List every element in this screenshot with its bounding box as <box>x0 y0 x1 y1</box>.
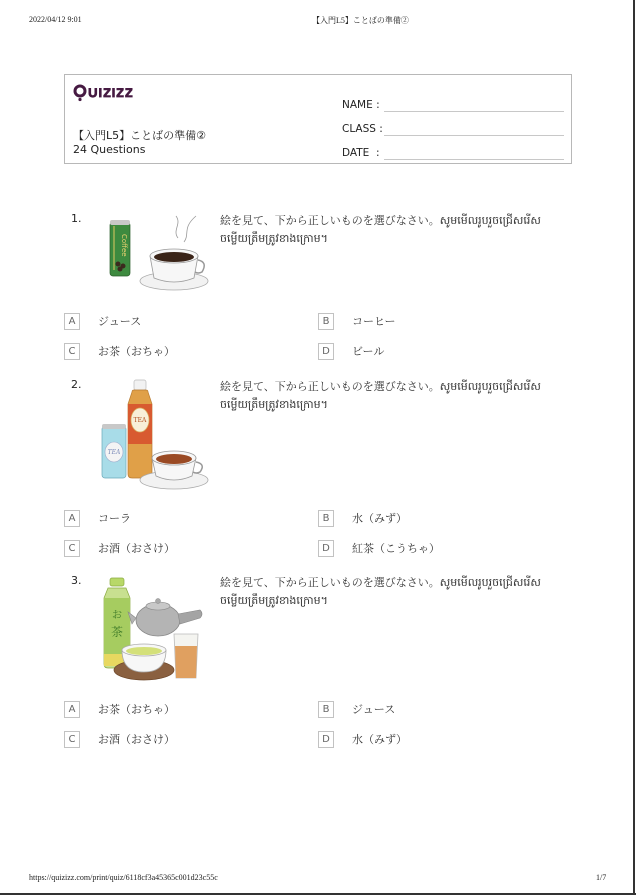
question-image <box>98 574 210 688</box>
date-blank-line[interactable] <box>384 146 564 160</box>
option-text: ビール <box>352 345 385 358</box>
question-prompt: 絵を見て、下から正しいものを選びなさい。សូមមើលរូបរួចជ្រើសរើសចម្លើយត្រឹមត្រូវខាងក្រោម។ <box>220 214 541 245</box>
option-c[interactable] <box>64 730 175 748</box>
option-letter: D <box>318 343 334 360</box>
option-letter: B <box>318 313 334 330</box>
quizizz-logo-icon <box>73 82 139 102</box>
option-letter: C <box>64 540 80 557</box>
coffee-can-and-cup-icon <box>98 212 210 294</box>
option-b[interactable] <box>318 700 395 718</box>
option-a[interactable] <box>64 700 175 718</box>
question-number: 3. <box>71 574 82 587</box>
name-field <box>342 88 564 112</box>
date-label: DATE : <box>342 147 380 159</box>
option-letter: D <box>318 540 334 557</box>
print-datetime: 2022/04/12 9:01 <box>29 15 82 24</box>
question-image <box>98 378 210 498</box>
option-letter: C <box>64 343 80 360</box>
print-url: https://quizizz.com/print/quiz/6118cf3a45365c001d23c55c <box>29 873 218 882</box>
name-blank-line[interactable] <box>384 98 564 112</box>
option-d[interactable] <box>318 730 407 748</box>
class-blank-line[interactable] <box>384 122 564 136</box>
option-text: お茶（おちゃ） <box>98 703 175 716</box>
quiz-title: 【入門L5】ことばの準備② <box>73 129 206 142</box>
svg-text:TEA: TEA <box>133 417 147 424</box>
option-letter: D <box>318 731 334 748</box>
option-text: 水（みず） <box>352 733 407 746</box>
option-letter: A <box>64 510 80 527</box>
option-d[interactable] <box>318 342 384 360</box>
question-prompt: 絵を見て、下から正しいものを選びなさい。សូមមើលរូបរួចជ្រើសរើសចម្លើយត្រឹមត្រូវខាងក្រោម។ <box>220 576 541 607</box>
option-letter: B <box>318 510 334 527</box>
green-tea-set-icon <box>98 574 210 684</box>
option-b[interactable] <box>318 312 396 330</box>
option-a[interactable] <box>64 312 141 330</box>
name-label: NAME : <box>342 99 380 111</box>
svg-text:TEA: TEA <box>107 449 121 456</box>
question-prompt: 絵を見て、下から正しいものを選びなさい。សូមមើលរូបរួចជ្រើសរើសចម្លើយត្រឹមត្រូវខាងក្រោម។ <box>220 380 541 411</box>
option-text: 紅茶（こうちゃ） <box>352 542 440 555</box>
option-c[interactable] <box>64 539 175 557</box>
option-letter: A <box>64 701 80 718</box>
black-tea-bottle-can-cup-icon <box>98 378 210 494</box>
option-text: コーラ <box>98 512 131 525</box>
option-b[interactable] <box>318 509 407 527</box>
question-number: 2. <box>71 378 82 391</box>
question-1 <box>64 212 574 302</box>
option-text: お酒（おさけ） <box>98 733 175 746</box>
quizizz-logo <box>73 82 139 107</box>
option-letter: C <box>64 731 80 748</box>
question-2 <box>64 378 574 496</box>
class-field <box>342 112 564 136</box>
question-image <box>98 212 210 298</box>
class-label: CLASS : <box>342 123 383 135</box>
worksheet-header <box>64 74 572 164</box>
option-letter: A <box>64 313 80 330</box>
svg-text:茶: 茶 <box>110 625 124 639</box>
student-info-fields <box>342 88 564 160</box>
question-number: 1. <box>71 212 82 225</box>
option-text: ジュース <box>352 703 396 716</box>
option-letter: B <box>318 701 334 718</box>
svg-text:お: お <box>112 610 122 621</box>
page-number: 1/7 <box>596 873 607 882</box>
option-text: お酒（おさけ） <box>98 542 175 555</box>
option-c[interactable] <box>64 342 175 360</box>
option-text: ジュース <box>98 315 142 328</box>
option-d[interactable] <box>318 539 440 557</box>
option-text: 水（みず） <box>352 512 407 525</box>
svg-text:Coffee: Coffee <box>120 234 128 257</box>
date-field <box>342 136 564 160</box>
option-text: コーヒー <box>352 315 396 328</box>
option-a[interactable] <box>64 509 131 527</box>
page-right-edge <box>633 0 635 895</box>
question-3 <box>64 574 574 686</box>
question-count: 24 Questions <box>73 143 146 156</box>
option-text: お茶（おちゃ） <box>98 345 175 358</box>
print-doc-title: 【入門L5】ことばの準備② <box>312 16 409 25</box>
